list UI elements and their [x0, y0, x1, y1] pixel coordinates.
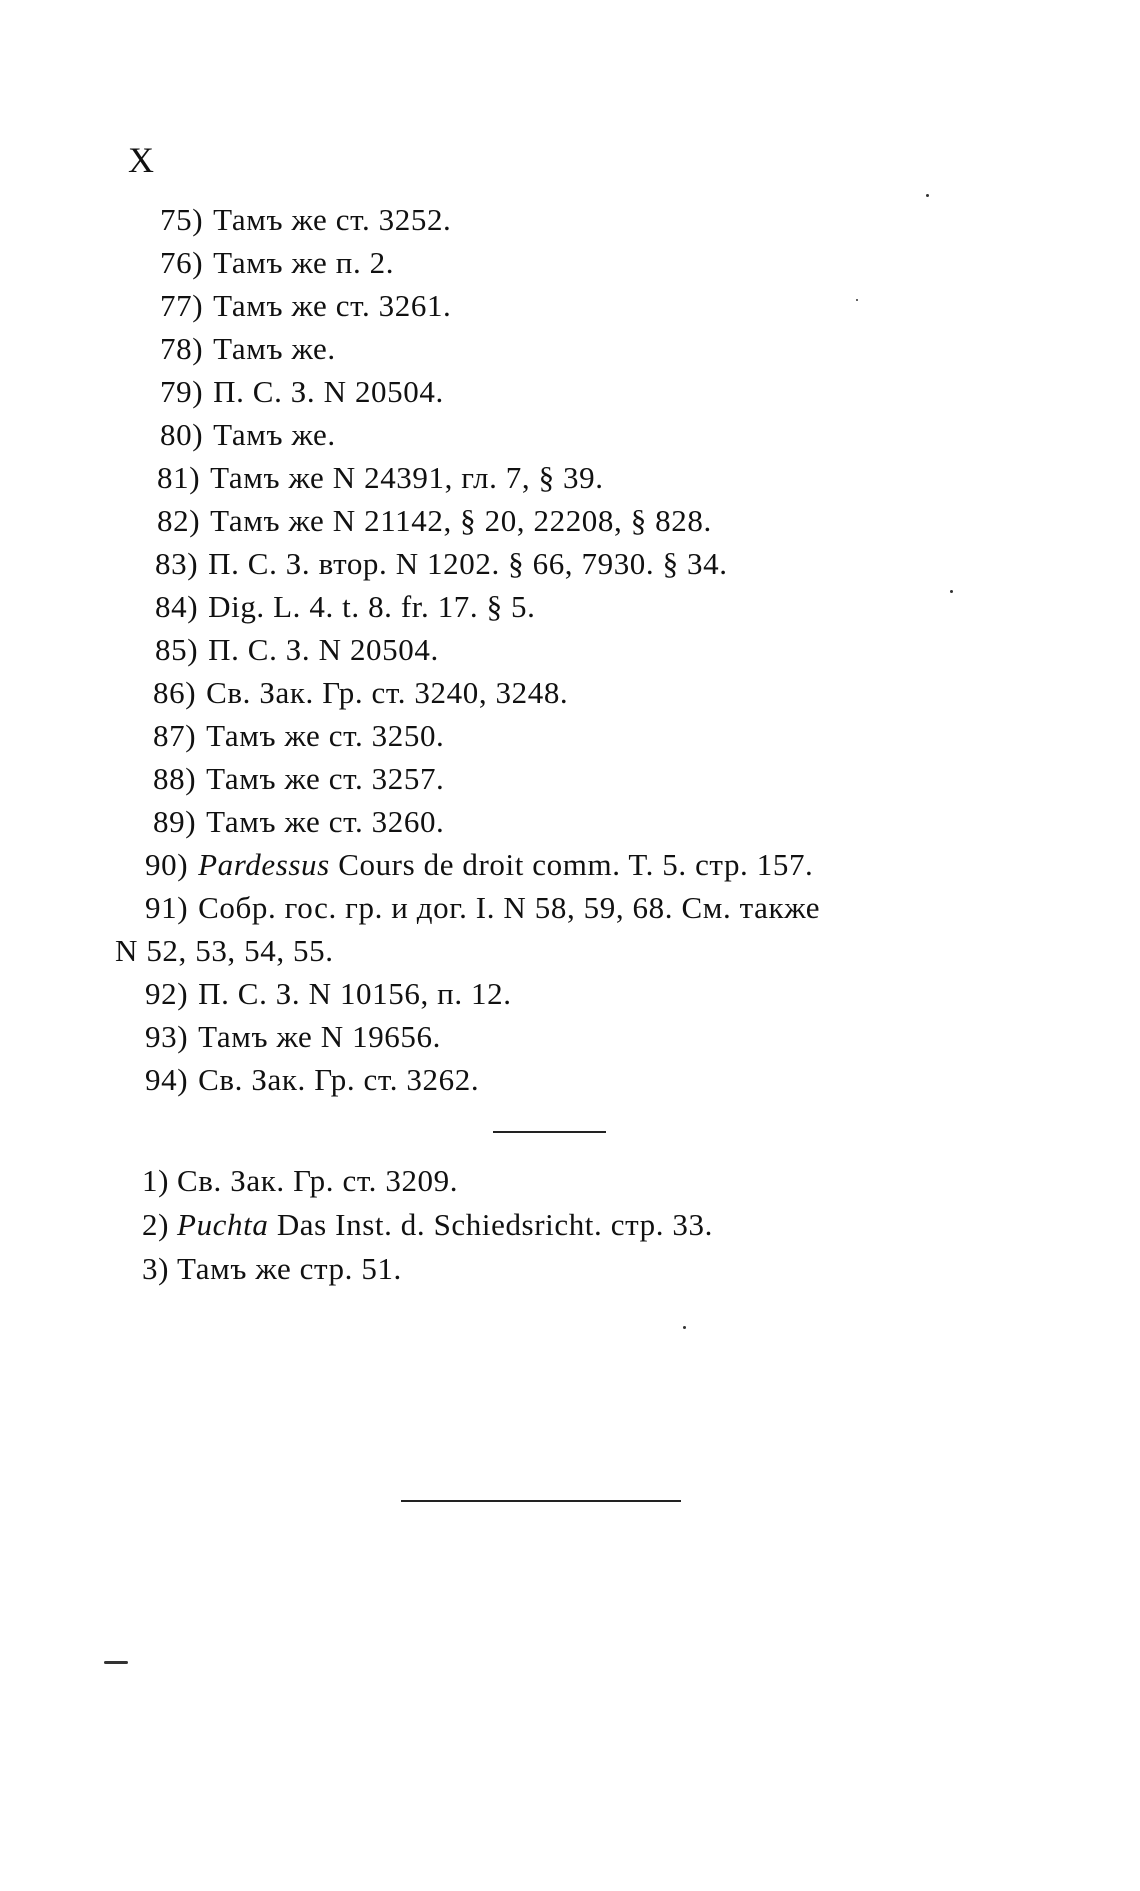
note-text: Dig. L. 4. t. 8. fr. 17. § 5. [208, 589, 536, 624]
list-item-continuation [0, 929, 1140, 972]
note-number: 83) [155, 546, 199, 581]
list-item [0, 671, 1140, 714]
note-text: Собр. гос. гр. и дог. I. N 58, 59, 68. См. также [198, 890, 821, 925]
list-item [0, 456, 1140, 499]
list-item [0, 585, 1140, 628]
footnote-text: Тамъ же стр. 51. [177, 1251, 402, 1286]
note-number: 94) [145, 1062, 189, 1097]
note-number: 84) [155, 589, 199, 624]
list-item [0, 542, 1140, 585]
list-item [0, 1058, 1140, 1101]
list-item [0, 241, 1140, 284]
note-text: Тамъ же ст. 3260. [206, 804, 445, 839]
list-item [0, 843, 1140, 886]
note-text: П. С. З. N 20504. [213, 374, 444, 409]
note-text: Тамъ же. [213, 417, 336, 452]
note-text: Тамъ же ст. 3250. [206, 718, 445, 753]
note-number: 87) [153, 718, 197, 753]
note-text: Тамъ же ст. 3257. [206, 761, 445, 796]
list-item [0, 714, 1140, 757]
list-item [0, 198, 1140, 241]
list-item [0, 757, 1140, 800]
note-number: 89) [153, 804, 197, 839]
note-number: 88) [153, 761, 197, 796]
note-number: 85) [155, 632, 199, 667]
list-item [142, 1159, 713, 1203]
print-speck [683, 1326, 686, 1329]
footnote-number: 3) [142, 1251, 170, 1286]
note-number: 80) [160, 417, 204, 452]
footnote-text: Das Inst. d. Schiedsricht. стр. 33. [276, 1207, 713, 1242]
note-text: Тамъ же ст. 3252. [213, 202, 452, 237]
note-number: 79) [160, 374, 204, 409]
footnote-number: 2) [142, 1207, 170, 1242]
author-name: Puchta [177, 1207, 269, 1242]
list-item [0, 370, 1140, 413]
list-item [0, 1015, 1140, 1058]
note-text: Тамъ же N 21142, § 20, 22208, § 828. [210, 503, 712, 538]
note-number: 76) [160, 245, 204, 280]
note-text: П. С. З. втор. N 1202. § 66, 7930. § 34. [208, 546, 728, 581]
section-divider [493, 1131, 606, 1133]
end-divider [401, 1500, 681, 1502]
note-number: 93) [145, 1019, 189, 1054]
list-item [0, 972, 1140, 1015]
note-text: Св. Зак. Гр. ст. 3240, 3248. [206, 675, 569, 710]
list-item [0, 499, 1140, 542]
note-text-continuation: N 52, 53, 54, 55. [115, 933, 334, 968]
print-speck [926, 194, 929, 197]
print-speck [104, 1661, 128, 1664]
page-marker: X [128, 140, 154, 180]
note-text: Тамъ же ст. 3261. [213, 288, 452, 323]
note-text: П. С. З. N 10156, п. 12. [198, 976, 512, 1011]
list-item [142, 1203, 713, 1247]
list-item [0, 413, 1140, 456]
note-text: П. С. З. N 20504. [208, 632, 439, 667]
note-number: 91) [145, 890, 189, 925]
endnotes-list [0, 198, 1140, 1101]
note-text: Тамъ же N 24391, гл. 7, § 39. [210, 460, 604, 495]
note-number: 82) [157, 503, 201, 538]
note-text: Тамъ же п. 2. [213, 245, 395, 280]
note-number: 90) [145, 847, 189, 882]
note-text: Cours de droit comm. T. 5. стр. 157. [338, 847, 814, 882]
print-speck [950, 590, 953, 593]
footnote-number: 1) [142, 1163, 170, 1198]
note-number: 86) [153, 675, 197, 710]
note-number: 77) [160, 288, 204, 323]
list-item [0, 800, 1140, 843]
note-text: Св. Зак. Гр. ст. 3262. [198, 1062, 480, 1097]
note-text: Тамъ же. [213, 331, 336, 366]
note-number: 78) [160, 331, 204, 366]
list-item [0, 628, 1140, 671]
list-item [0, 327, 1140, 370]
note-number: 75) [160, 202, 204, 237]
footnote-text: Св. Зак. Гр. ст. 3209. [177, 1163, 459, 1198]
list-item [0, 886, 1140, 929]
footnotes-list [142, 1159, 713, 1291]
list-item [142, 1247, 713, 1291]
list-item [0, 284, 1140, 327]
note-text: Тамъ же N 19656. [198, 1019, 441, 1054]
print-speck [856, 299, 858, 301]
note-number: 92) [145, 976, 189, 1011]
author-name: Pardessus [198, 847, 330, 882]
note-number: 81) [157, 460, 201, 495]
